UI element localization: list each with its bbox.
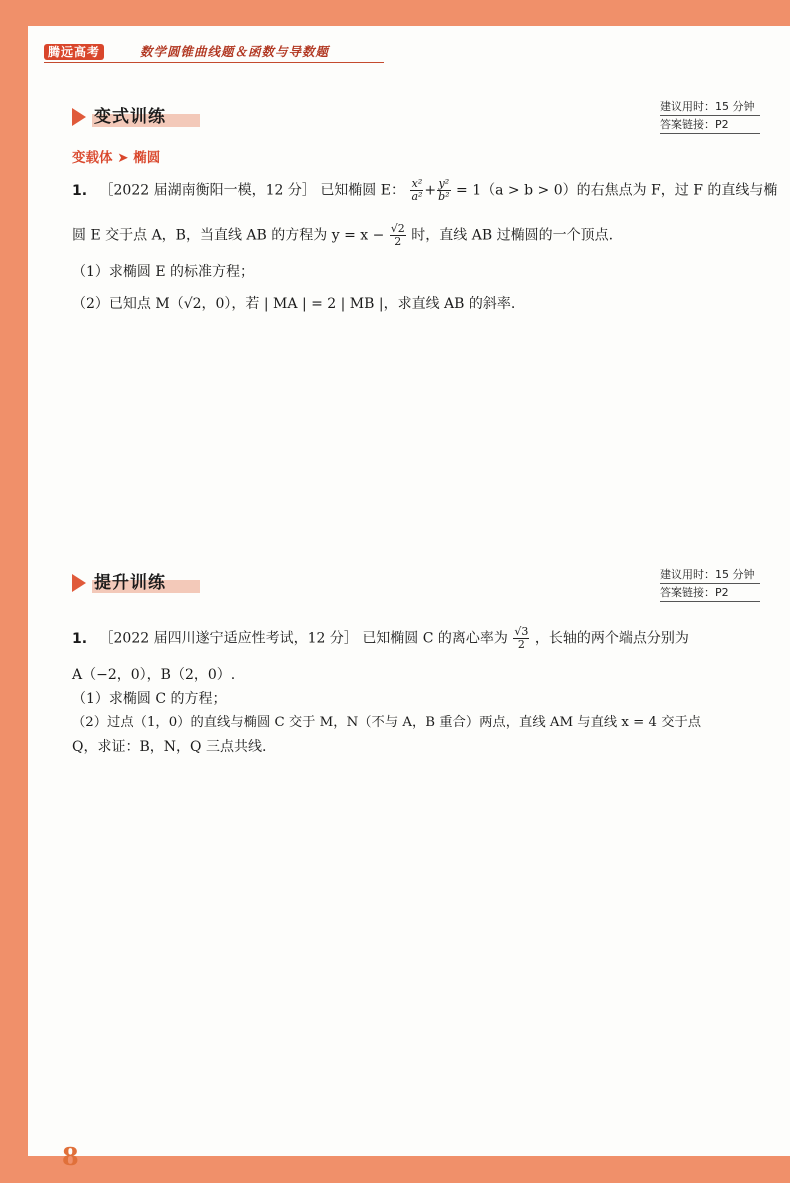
- triangle-icon: [72, 574, 86, 592]
- part-1: （1）求椭圆 E 的标准方程；: [72, 264, 255, 280]
- part-2: （2）过点（1，0）的直线与椭圆 C 交于 M，N（不与 A，B 重合）两点，直线 AM 与直线 x = 4 交于点: [72, 715, 702, 730]
- question-1-section2: 1. ［2022 届四川遂宁适应性考试，12 分］ 已知椭圆 C 的离心率为 $\frac{√3}{2}$ ，长轴的两个端点分别为 A（−2，0），B（2，0）. （1）求椭圆 C 的方程； （2）过点（1，0）的直线与椭圆 C 交于 M，N（不与 A，B 重合）两点，直线 AM 与直线 x = 4 交于点 Q，求证：B，N，Q 三点共线.: [72, 626, 760, 757]
- question-source: ［2022 届四川遂宁适应性考试，12 分］: [99, 630, 358, 647]
- answer-link: 答案链接：P2: [660, 584, 760, 602]
- part-1: （1）求椭圆 C 的方程；: [72, 691, 227, 707]
- triangle-icon: [72, 108, 86, 126]
- fraction-x2-a2: $\frac{\text{x²}}{\text{a²}}$: [411, 177, 423, 203]
- section1-meta: [660, 98, 760, 134]
- sub-category: 变载体 ➤ 椭圆: [72, 150, 161, 166]
- time-hint: 建议用时：15 分钟: [660, 566, 760, 584]
- part-2: （2）已知点 M（√2，0），若 | MA | = 2 | MB |，求直线 AB 的斜率.: [72, 296, 516, 312]
- question-number: 1.: [72, 182, 88, 199]
- question-1-section1: 1. ［2022 届湖南衡阳一模，12 分］ 已知椭圆 E： $\frac{\text{x²}}{\text{a²}}$ + $\frac{\text{y²}}{\text{b²}}$ = 1（a > b > 0）的右焦点为 F，过 F 的直线与椭 圆 E 交于点 A，B，当直线 AB 的方程为 y = x − $\frac{√2}{2}$ 时，直线 AB 过椭圆的一个顶点. （1）求椭圆 E 的标准方程； （2）已知点 M（√2，0），若 | MA | = 2 | MB |，求直线 AB 的斜率.: [72, 177, 778, 312]
- question-number: 1.: [72, 630, 88, 647]
- question-source: ［2022 届湖南衡阳一模，12 分］: [99, 182, 316, 199]
- time-hint: 建议用时：15 分钟: [660, 98, 760, 116]
- page-header: [44, 44, 384, 63]
- page-number: 8: [62, 1142, 79, 1171]
- brand-logo: 腾远高考: [44, 44, 104, 60]
- fraction-sqrt3-2: $\frac{√3}{2}$: [514, 625, 529, 651]
- section-title-variant: 变式训练: [72, 104, 232, 130]
- header-subtitle: 数学圆锥曲线题＆函数与导数题: [140, 44, 330, 59]
- section2-meta: [660, 566, 760, 602]
- fraction-y2-b2: $\frac{\text{y²}}{\text{b²}}$: [438, 177, 450, 203]
- section-title-advanced: 提升训练: [72, 570, 232, 596]
- fraction-sqrt2-2: $\frac{√2}{2}$: [390, 222, 405, 248]
- answer-link: 答案链接：P2: [660, 116, 760, 134]
